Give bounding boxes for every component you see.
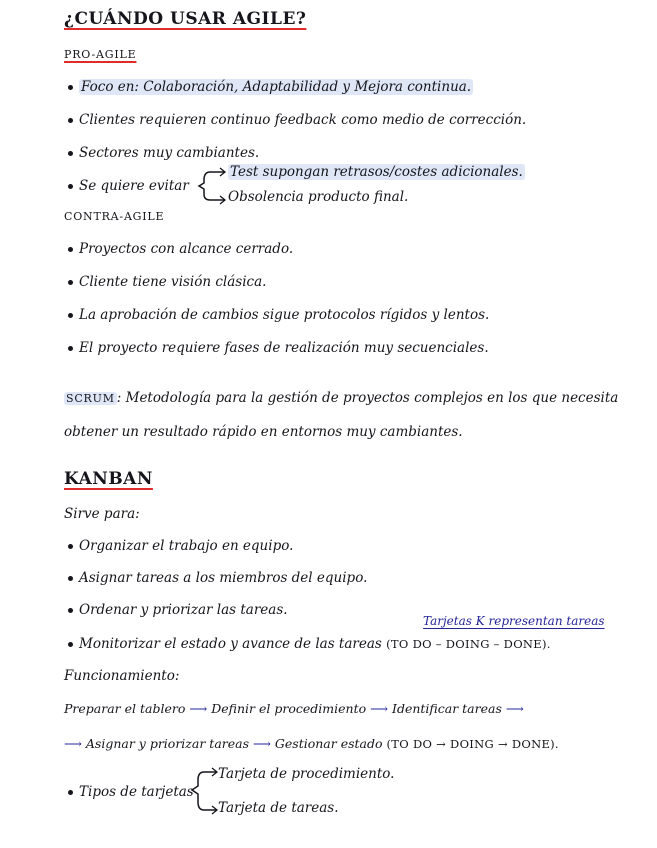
contra-agile-heading: CONTRA-AGILE — [64, 210, 165, 223]
arrow-right-icon: ⟶ — [64, 736, 82, 751]
arrow-right-icon: ⟶ — [253, 736, 271, 751]
list-item: Cliente tiene visión clásica. — [68, 273, 266, 291]
brace-icon — [198, 166, 228, 208]
kanban-note: Tarjetas K representan tareas — [423, 614, 605, 628]
list-item: Asignar tareas a los miembros del equipo. — [68, 569, 367, 587]
list-item: El proyecto requiere fases de realización muy secuenciales. — [68, 339, 489, 357]
flow-row-2: ⟶ Asignar y priorizar tareas ⟶ Gestionar estado (TO DO → DOING → DONE). — [64, 736, 559, 751]
list-item: Monitorizar el estado y avance de las tareas (TO DO – DOING – DONE). — [68, 635, 551, 653]
sirve-label: Sirve para: — [64, 506, 140, 522]
list-item: Sectores muy cambiantes. — [68, 144, 259, 162]
arrow-right-icon: ⟶ — [370, 701, 389, 716]
scrum-term: SCRUM — [66, 392, 115, 405]
arrow-right-icon: ⟶ — [189, 701, 208, 716]
kanban-title: KANBAN — [64, 469, 153, 489]
avoid-option: Obsolencia producto final. — [228, 189, 409, 205]
flow-row-1: Preparar el tablero ⟶ Definir el procedimiento ⟶ Identificar tareas ⟶ — [64, 701, 524, 716]
brace-icon — [190, 766, 220, 816]
pro-agile-heading: PRO-AGILE — [64, 48, 137, 61]
funcionamiento-label: Funcionamiento: — [64, 668, 180, 684]
avoid-lead: Se quiere evitar — [68, 177, 189, 195]
avoid-option: Test supongan retrasos/costes adicionales. — [230, 164, 523, 180]
card-type: Tarjeta de tareas. — [218, 800, 339, 816]
list-item: La aprobación de cambios sigue protocolos rígidos y lentos. — [68, 306, 489, 324]
list-item: Proyectos con alcance cerrado. — [68, 240, 293, 258]
cards-lead: Tipos de tarjetas — [68, 783, 194, 801]
arrow-right-icon: ⟶ — [505, 701, 524, 716]
card-type: Tarjeta de procedimiento. — [218, 766, 395, 782]
list-item: Ordenar y priorizar las tareas. — [68, 601, 288, 619]
scrum-definition: SCRUM : Metodología para la gestión de proyectos complejos en los que necesita — [66, 390, 619, 406]
page-title: ¿CUÁNDO USAR AGILE? — [64, 9, 307, 29]
scrum-definition-cont: obtener un resultado rápido en entornos muy cambiantes. — [64, 424, 463, 440]
list-item: Foco en: Colaboración, Adaptabilidad y Mejora continua. — [68, 78, 473, 96]
list-item: Organizar el trabajo en equipo. — [68, 537, 293, 555]
list-item: Clientes requieren continuo feedback como medio de corrección. — [68, 111, 526, 129]
